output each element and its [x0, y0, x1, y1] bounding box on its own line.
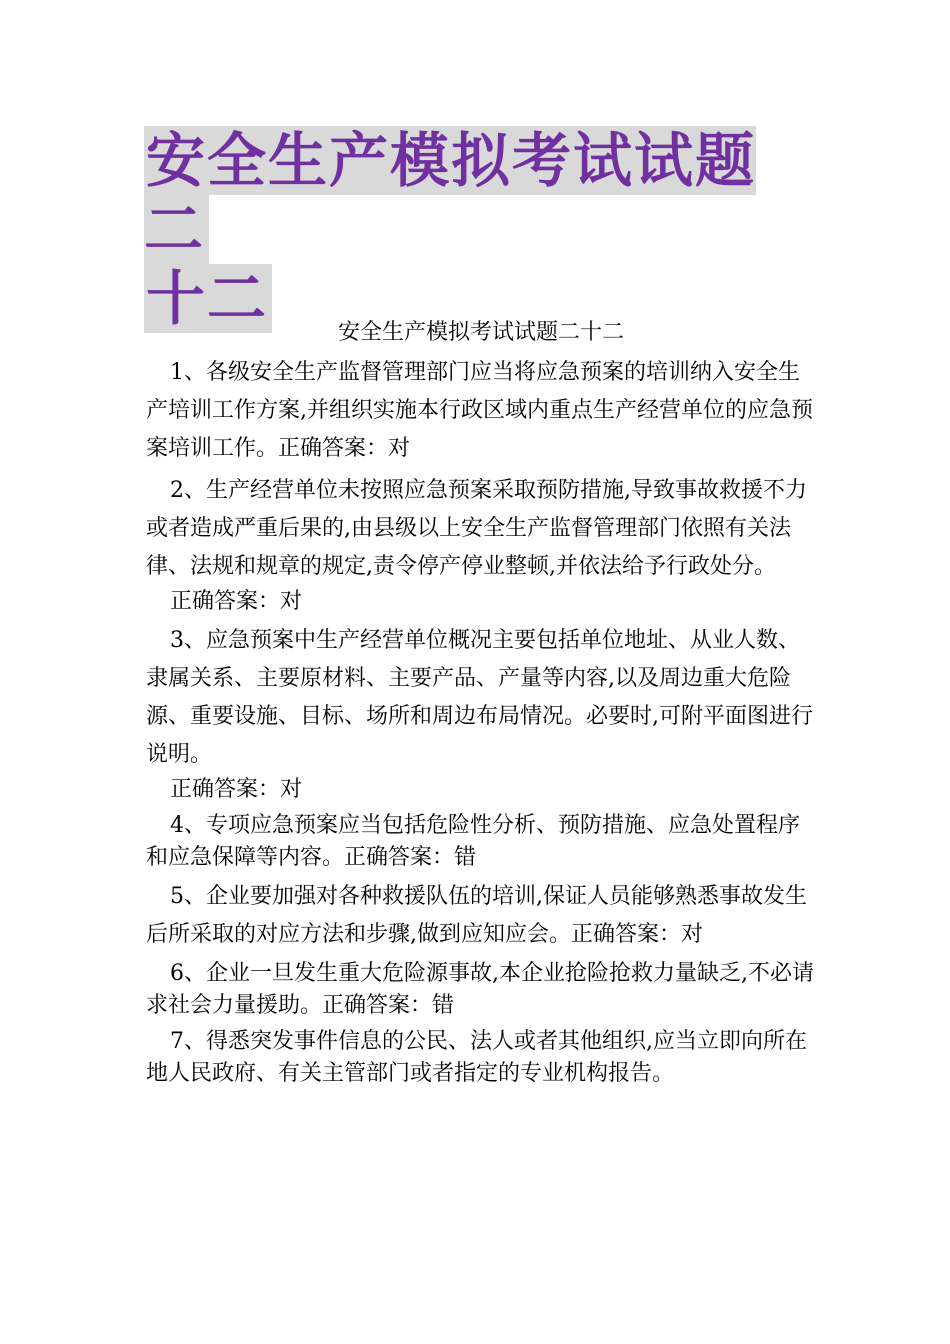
question-7: 7、得悉突发事件信息的公民、法人或者其他组织,应当立即向所在地人民政府、有关主管部门或者指定的专业机构报告。	[146, 1029, 807, 1086]
document-body	[146, 318, 816, 1090]
question-5: 5、企业要加强对各种救援队伍的培训,保证人员能够熟悉事故发生后所采取的对应方法和步骤,做到应知应会。正确答案：对	[146, 884, 807, 947]
title-line-1: 安全生产模拟考试试题二	[144, 126, 757, 264]
document-title	[144, 126, 814, 333]
question-1: 1、各级安全生产监督管理部门应当将应急预案的培训纳入安全生产培训工作方案,并组织实施本行政区域内重点生产经营单位的应急预案培训工作。正确答案：对	[146, 360, 813, 461]
question-3-answer: 正确答案：对	[170, 777, 303, 802]
question-2: 2、生产经营单位未按照应急预案采取预防措施,导致事故救援不力或者造成严重后果的,由县级以上安全生产监督管理部门依照有关法律、法规和规章的规定,责令停产停业整顿,并依法给予行政处分。	[146, 478, 807, 579]
question-6: 6、企业一旦发生重大危险源事故,本企业抢险抢救力量缺乏,不必请求社会力量援助。正确答案：错	[146, 961, 814, 1018]
question-3: 3、应急预案中生产经营单位概况主要包括单位地址、从业人数、隶属关系、主要原材料、主要产品、产量等内容,以及周边重大危险源、重要设施、目标、场所和周边布局情况。必要时,可附平面图进行说明。	[146, 628, 813, 767]
question-2-answer: 正确答案：对	[170, 589, 303, 614]
document-subtitle: 安全生产模拟考试试题二十二	[337, 320, 624, 345]
question-4: 4、专项应急预案应当包括危险性分析、预防措施、应急处置程序和应急保障等内容。正确答案：错	[146, 813, 800, 870]
title-line-2: 十二	[144, 264, 272, 333]
